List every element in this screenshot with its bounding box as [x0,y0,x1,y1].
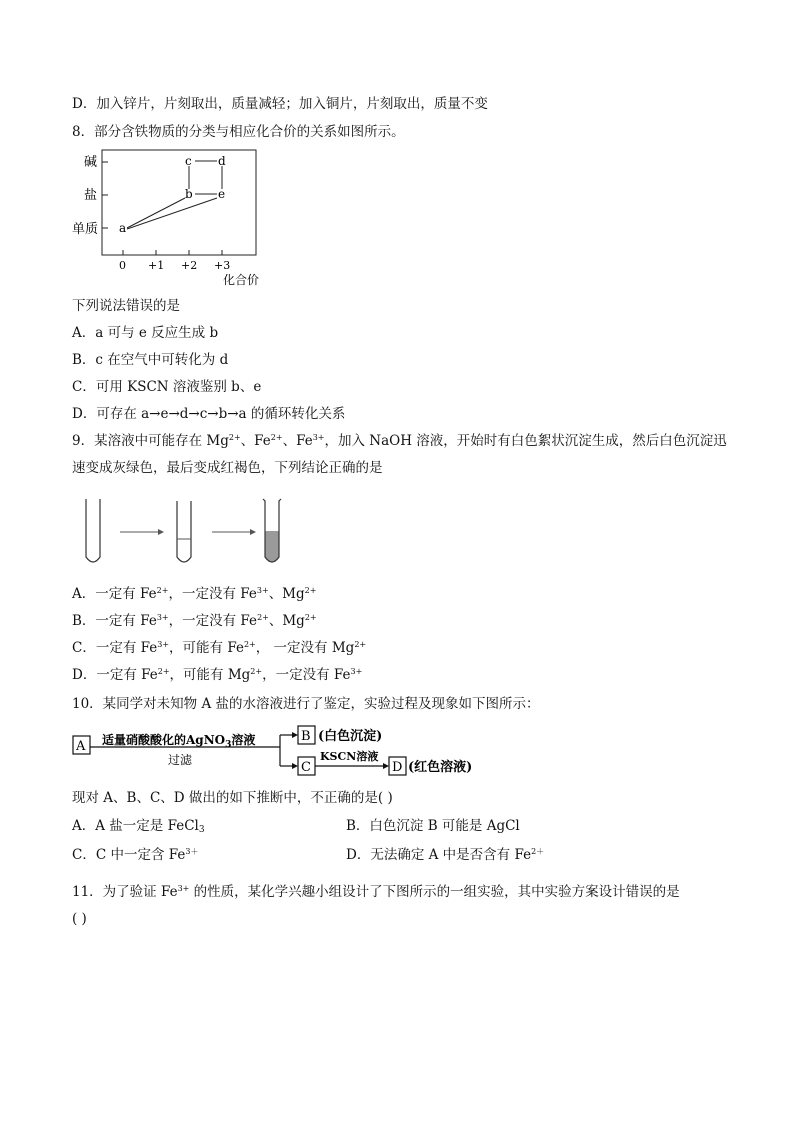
q10-option-a: A．A 盐一定是 FeCl$_3$ [72,818,205,835]
b-note: (白色沉淀) [318,729,383,744]
q8-valence-chart [72,148,280,290]
chart-frame [102,150,256,255]
q10-option-d: D．无法确定 A 中是否含有 $Fe^{2+}$ [346,847,545,863]
q10-stem: 10．某同学对未知物 A 盐的水溶液进行了鉴定，实验过程及现象如下图所示： [72,696,540,712]
point-b: b [185,187,193,201]
kscn-label: KSCN溶液 [320,750,379,763]
point-d: d [218,154,226,168]
q10-option-b: B．白色沉淀 B 可能是 AgCl [346,818,520,834]
filter-label: 过滤 [168,753,193,767]
point-a: a [119,221,127,235]
svg-text:A: A [76,739,86,754]
svg-text:D: D [392,760,403,775]
q8-option-a: A．a 可与 e 反应生成 b [72,325,219,341]
q8-option-c: C．可用 KSCN 溶液鉴别 b、e [72,379,262,395]
x-axis-title: 化合价 [223,273,260,287]
x-tick-3: +3 [214,259,231,272]
q11-answer-paren: ( ) [72,911,87,927]
d-note: (红色溶液) [408,760,473,775]
edge-a-e [127,198,217,229]
point-c: c [185,154,192,168]
x-tick-2: +2 [181,259,198,272]
test-tube-3 [263,499,281,562]
q10-question: 现对 A、B、C、D 做出的如下推断中，不正确的是( ) [72,790,393,806]
q11-stem: 11．为了验证 $Fe^{3+}$ 的性质，某化学兴趣小组设计了下图所示的一组实验，其中实验方案设计错误的是 [72,884,680,900]
q10-option-c: C．C 中一定含 $Fe^{3+}$ [72,847,199,863]
q8-option-d: D．可存在 a→e→d→c→b→a 的循环转化关系 [72,406,346,422]
q7-option-d: D．加入锌片，片刻取出，质量减轻；加入铜片，片刻取出，质量不变 [72,96,488,112]
edge-a-b [127,198,185,228]
y-label-element: 单质 [72,222,99,237]
test-tube-2 [177,501,191,562]
test-tube-1 [86,499,100,562]
q8-question: 下列说法错误的是 [72,298,180,314]
q9-option-c: C．一定有 $Fe^{3+}$，可能有 $Fe^{2+}$， 一定没有 $Mg^{2+}$ [72,640,367,656]
svg-text:C: C [301,760,311,775]
x-tick-1: +1 [148,259,165,272]
q9-option-b: B．一定有 $Fe^{3+}$，一定没有 $Fe^{2+}$、$Mg^{2+}$ [72,613,317,629]
svg-text:B: B [301,729,311,744]
q9-stem-line2: 速变成灰绿色，最后变成红褐色，下列结论正确的是 [72,460,383,476]
point-e: e [218,187,226,201]
q9-stem-line1: 9．某溶液中可能存在 $Mg^{2+}$、$Fe^{2+}$、$Fe^{3+}$，加入 NaOH 溶液，开始时有白色絮状沉淀生成，然后白色沉淀迅 [72,433,727,449]
y-label-salt: 盐 [84,188,98,203]
y-label-base: 碱 [84,155,98,170]
q10-flow-diagram [72,722,473,778]
q9-option-a: A．一定有 $Fe^{2+}$，一定没有 $Fe^{3+}$、$Mg^{2+}$ [72,586,317,602]
reagent-label: 适量硝酸酸化的AgNO$_3$溶液 [102,733,256,750]
q9-option-d: D．一定有 $Fe^{2+}$，可能有 $Mg^{2+}$，一定没有 $Fe^{3+}$ [72,667,363,683]
q8-stem: 8．部分含铁物质的分类与相应化合价的关系如图所示。 [72,124,405,140]
x-tick-0: 0 [119,259,126,272]
q9-test-tube-figure [80,495,310,570]
q8-option-b: B．c 在空气中可转化为 d [72,352,229,368]
